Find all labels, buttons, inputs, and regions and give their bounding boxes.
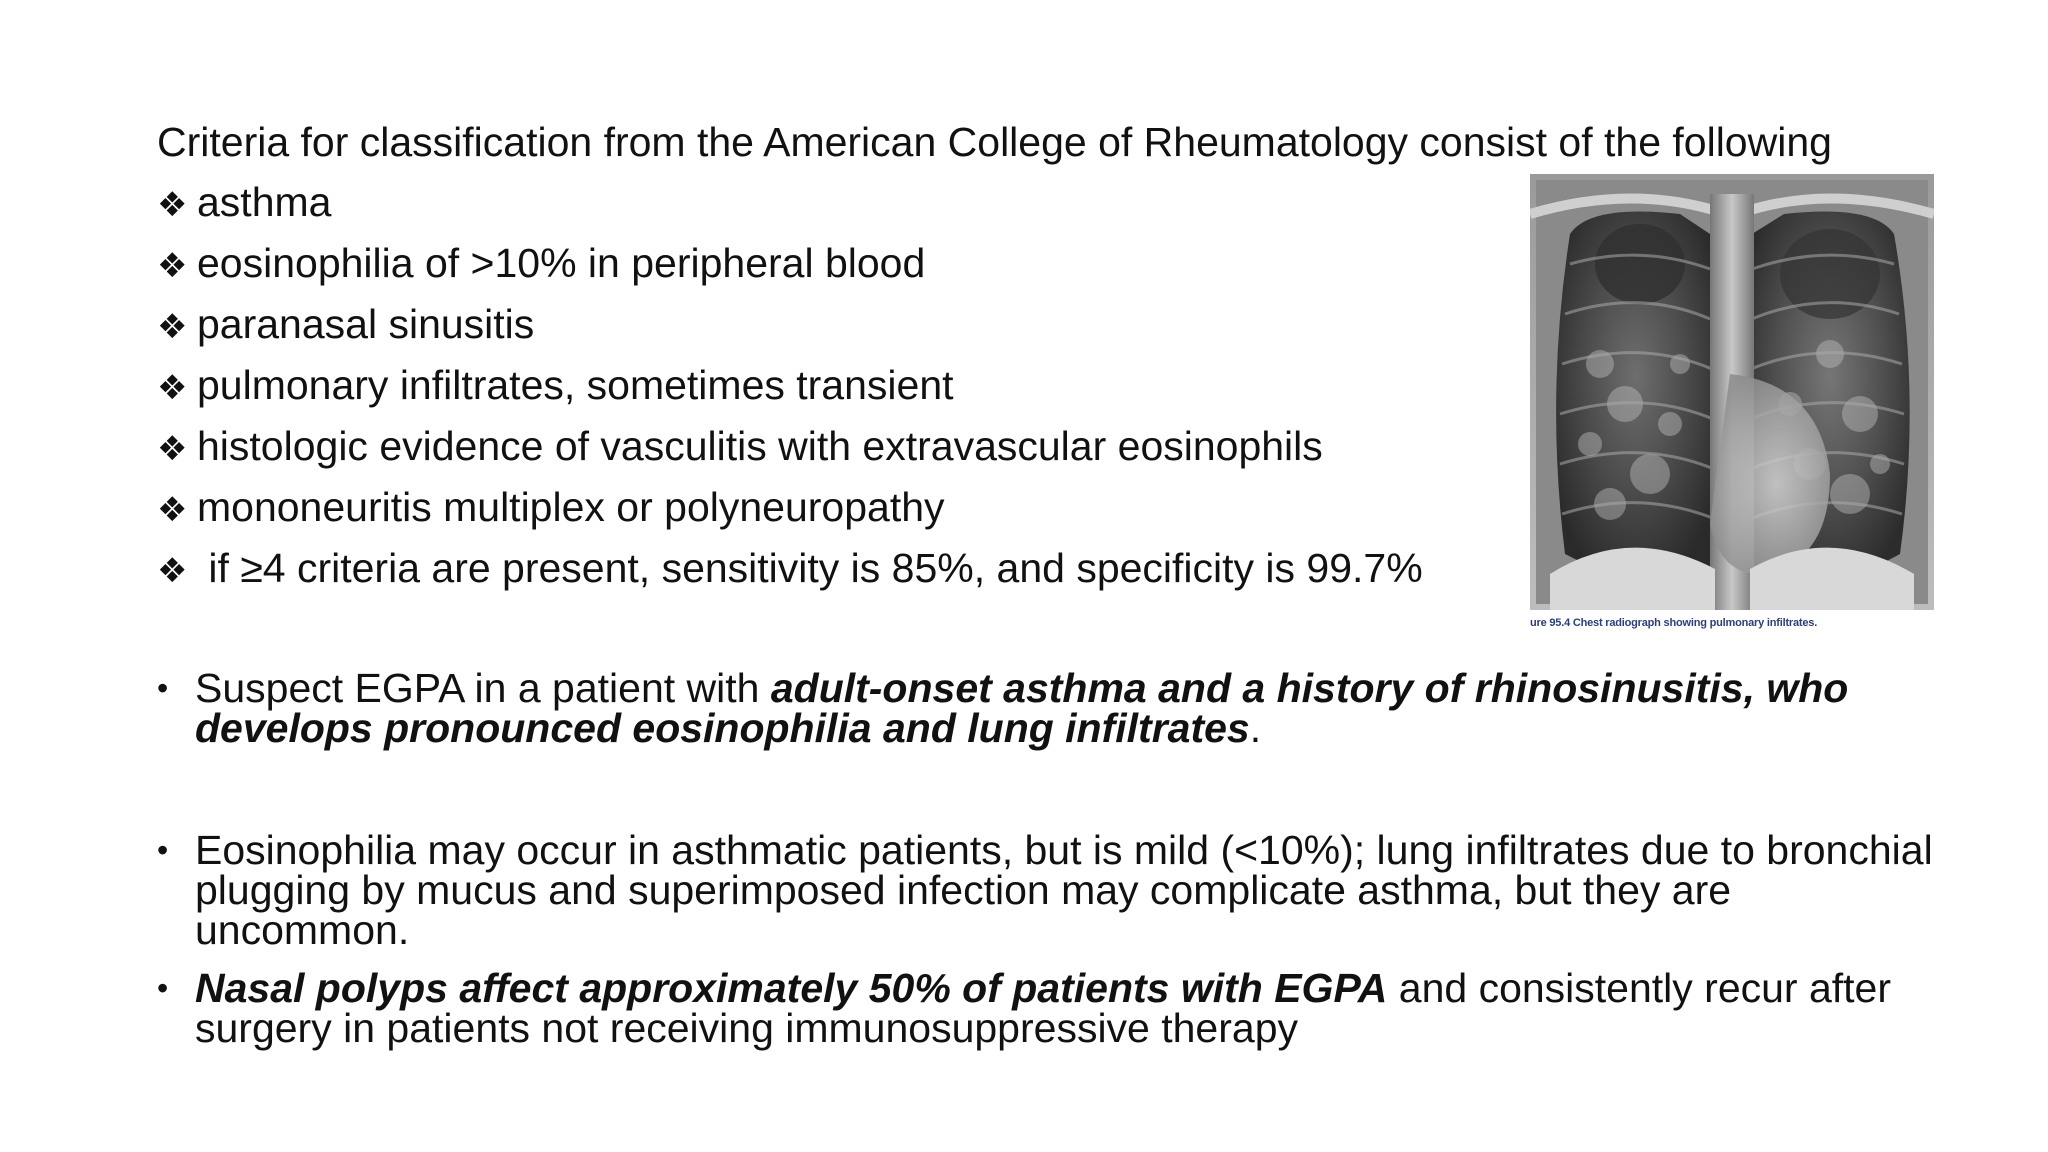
diamond-bullet-icon: ❖	[157, 552, 188, 590]
list-item: • Suspect EGPA in a patient with adult-onset asthma and a history of rhinosinusitis, who develops pronounced eosinophilia and lung infiltrates.	[157, 665, 1849, 751]
criteria-item: ❖ asthma	[157, 174, 1423, 235]
bullet-suspect-egpa	[157, 665, 1947, 751]
bullet-icon: •	[157, 670, 169, 706]
diamond-bullet-icon: ❖	[157, 430, 188, 468]
criteria-item: ❖ mononeuritis multiplex or polyneuropathy	[157, 479, 1423, 540]
bullet-nasal-polyps	[157, 965, 1947, 1051]
criteria-item: ❖ pulmonary infiltrates, sometimes transient	[157, 357, 1423, 418]
bullet-icon: •	[157, 970, 169, 1006]
emphasis-text: adult-onset asthma and a history of rhinosinusitis, who develops pronounced eosinophilia and lung infiltrates	[195, 665, 1849, 751]
bullet-eosinophilia-asthma	[157, 827, 1947, 953]
criteria-item: ❖ histologic evidence of vasculitis with extravascular eosinophils	[157, 418, 1423, 479]
bullet-icon: •	[157, 832, 169, 868]
chest-radiograph-graphic	[1530, 174, 1934, 610]
chest-radiograph-image	[1530, 174, 1934, 610]
criteria-item: ❖ paranasal sinusitis	[157, 296, 1423, 357]
figure-caption: ure 95.4 Chest radiograph showing pulmonary infiltrates.	[1530, 617, 1818, 629]
list-item: • Eosinophilia may occur in asthmatic patients, but is mild (<10%); lung infiltrates due to bronchial plugging by mucus and superimposed infection may complicate asthma, but they are uncommon.	[157, 827, 1933, 953]
diamond-bullet-icon: ❖	[157, 369, 188, 407]
criteria-item: ❖ eosinophilia of >10% in peripheral blood	[157, 235, 1423, 296]
criteria-list	[157, 174, 1423, 601]
diamond-bullet-icon: ❖	[157, 308, 188, 346]
diamond-bullet-icon: ❖	[157, 186, 188, 224]
criteria-intro: Criteria for classification from the American College of Rheumatology consist of the following	[157, 119, 1832, 165]
list-item: • Nasal polyps affect approximately 50% of patients with EGPA and consistently recur after surgery in patients not receiving immunosuppressive therapy	[157, 965, 1892, 1051]
criteria-item: ❖ if ≥4 criteria are present, sensitivity is 85%, and specificity is 99.7%	[157, 540, 1423, 601]
diamond-bullet-icon: ❖	[157, 491, 188, 529]
diamond-bullet-icon: ❖	[157, 247, 188, 285]
emphasis-text: Nasal polyps affect approximately 50% of patients with EGPA	[195, 965, 1388, 1011]
